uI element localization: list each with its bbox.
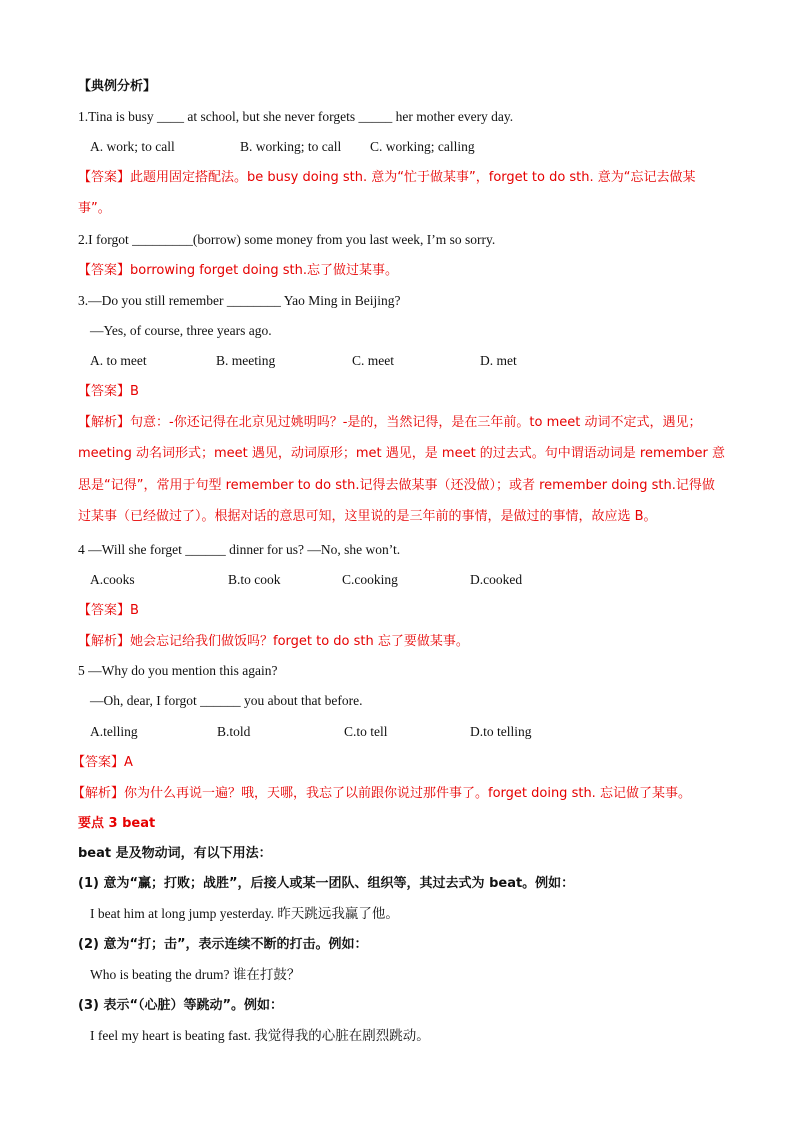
- point-3-usage-3: (3) 表示“（心脏）等跳动”。例如：: [78, 998, 284, 1013]
- question-3-stem: 3.—Do you still remember ________ Yao Ming in Beijing?: [78, 293, 401, 308]
- point-3-intro: beat 是及物动词，有以下用法：: [78, 846, 272, 861]
- q3-option-b: B. meeting: [216, 353, 276, 368]
- question-3-analysis-4: 过某事（已经做过了）。根据对话的意思可知，这里说的是三年前的事情，是做过的事情，故应选 B。: [78, 509, 657, 524]
- question-1-answer: 【答案】此题用固定搭配法。be busy doing sth. 意为“忙于做某事”，forget to do sth. 意为“忘记去做某: [78, 170, 696, 185]
- question-2-answer: 【答案】borrowing forget doing sth.忘了做过某事。: [78, 263, 399, 278]
- q4-option-b: B.to cook: [228, 572, 281, 587]
- question-4-stem: 4 —Will she forget ______ dinner for us? —No, she won’t.: [78, 542, 401, 557]
- point-3-example-1: I beat him at long jump yesterday. 昨天跳远我赢了他。: [90, 906, 399, 921]
- question-3-analysis-1: 【解析】句意：-你还记得在北京见过姚明吗？-是的，当然记得，是在三年前。to meet 动词不定式，遇见；: [78, 415, 702, 430]
- question-5-answer: 【答案】A: [72, 755, 133, 770]
- question-5-stem: 5 —Why do you mention this again?: [78, 663, 278, 678]
- point-3-usage-1: (1) 意为“赢；打败；战胜”，后接人或某一团队、组织等，其过去式为 beat。例如：: [78, 876, 575, 891]
- q4-option-a: A.cooks: [90, 572, 135, 587]
- point-3-example-2: Who is beating the drum? 谁在打鼓？: [90, 967, 301, 982]
- question-3-reply: —Yes, of course, three years ago.: [90, 323, 272, 338]
- q1-option-c: C. working; calling: [370, 139, 475, 154]
- question-1-answer-cont: 事”。: [78, 201, 111, 216]
- question-1-stem: 1.Tina is busy ____ at school, but she never forgets _____ her mother every day.: [78, 109, 514, 124]
- q5-option-b: B.told: [217, 724, 251, 739]
- q3-option-d: D. met: [480, 353, 517, 368]
- question-4-analysis: 【解析】她会忘记给我们做饭吗？forget to do sth 忘了要做某事。: [78, 634, 469, 649]
- q5-option-c: C.to tell: [344, 724, 388, 739]
- point-3-example-3: I feel my heart is beating fast. 我觉得我的心脏在剧烈跳动。: [90, 1028, 430, 1043]
- question-3-analysis-2: meeting 动名词形式；meet 遇见，动词原形；met 遇见，是 meet 的过去式。句中谓语动词是 remember 意: [78, 446, 726, 461]
- question-3-answer: 【答案】B: [78, 384, 139, 399]
- q4-option-d: D.cooked: [470, 572, 523, 587]
- q5-option-a: A.telling: [90, 724, 138, 739]
- q4-option-c: C.cooking: [342, 572, 398, 587]
- point-3-heading: 要点 3 beat: [78, 816, 156, 831]
- q1-option-a: A. work; to call: [90, 139, 175, 154]
- q1-option-b: B. working; to call: [240, 139, 342, 154]
- question-2-stem: 2.I forgot _________(borrow) some money from you last week, I’m so sorry.: [78, 232, 496, 247]
- q3-option-a: A. to meet: [90, 353, 147, 368]
- point-3-usage-2: (2) 意为“打；击”，表示连续不断的打击。例如：: [78, 937, 368, 952]
- q3-option-c: C. meet: [352, 353, 394, 368]
- question-5-analysis: 【解析】你为什么再说一遍？哦，天哪，我忘了以前跟你说过那件事了。forget doing sth. 忘记做了某事。: [72, 786, 691, 801]
- question-3-analysis-3: 思是“记得”，常用于句型 remember to do sth.记得去做某事（还没做）；或者 remember doing sth.记得做: [78, 478, 715, 493]
- section-title: 【典例分析】: [78, 79, 157, 94]
- question-5-reply: —Oh, dear, I forgot ______ you about that before.: [90, 693, 363, 708]
- q5-option-d: D.to telling: [470, 724, 532, 739]
- question-4-answer: 【答案】B: [78, 603, 139, 618]
